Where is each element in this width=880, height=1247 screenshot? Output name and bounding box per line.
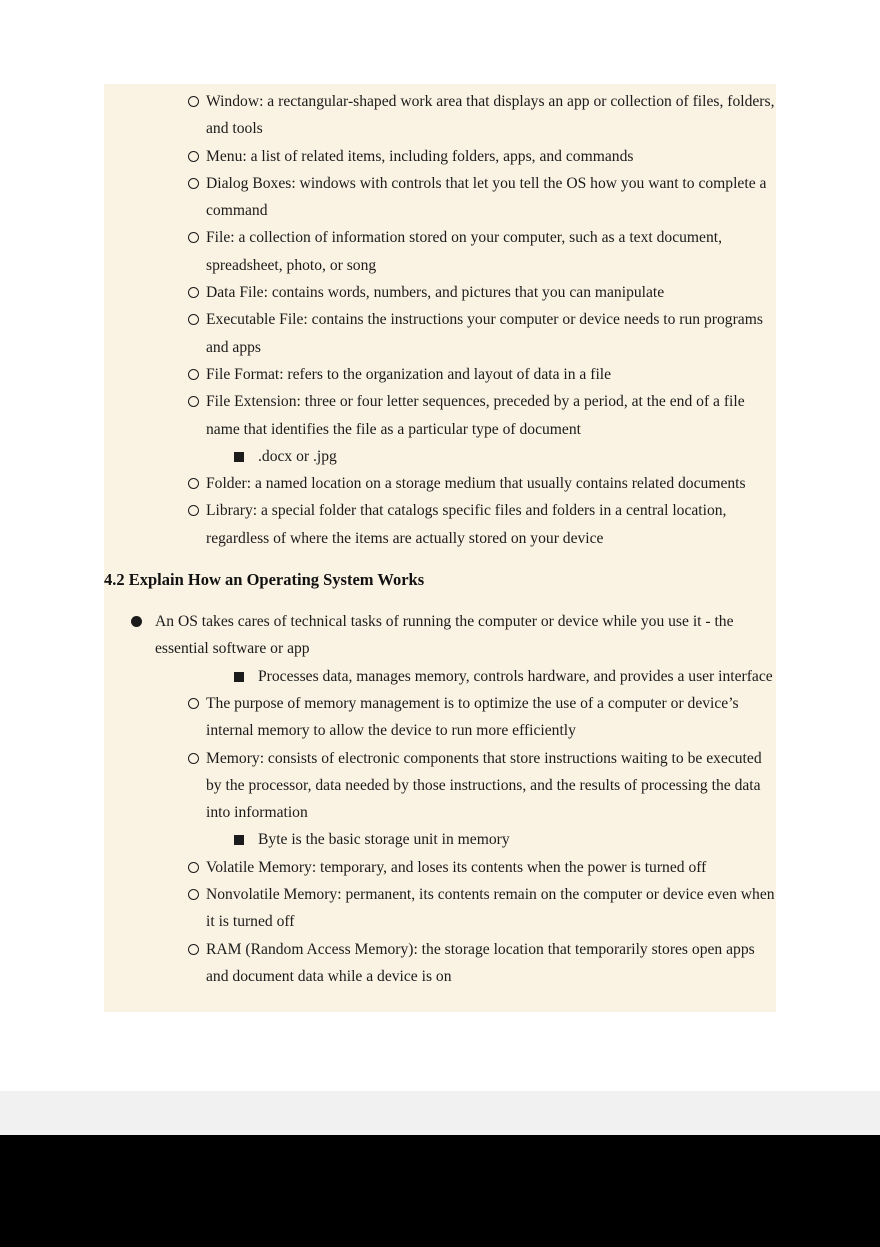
circle-outline-bullet-icon: [188, 478, 199, 489]
list-item: [104, 608, 776, 663]
document-content: [104, 88, 776, 990]
list-item: [104, 826, 776, 853]
circle-outline-bullet-icon: [188, 314, 199, 325]
list-item: [104, 361, 776, 388]
square-filled-bullet-icon: [234, 672, 244, 682]
list-item: [104, 279, 776, 306]
list-item-text: Library: a special folder that catalogs specific files and folders in a central location, regardless of where the items are actually stored on your device: [206, 502, 727, 547]
list-item: [104, 745, 776, 827]
list-item: [104, 663, 776, 690]
bullet-list: [104, 88, 776, 552]
footer-black-bar: [0, 1135, 880, 1247]
circle-outline-bullet-icon: [188, 889, 199, 900]
list-item: [104, 854, 776, 881]
section-heading: 4.2 Explain How an Operating System Works: [104, 570, 425, 590]
list-item-text: Menu: a list of related items, including folders, apps, and commands: [206, 147, 634, 165]
circle-outline-bullet-icon: [188, 287, 199, 298]
list-item: [104, 881, 776, 936]
circle-outline-bullet-icon: [188, 369, 199, 380]
list-item: [104, 388, 776, 443]
list-item-text: .docx or .jpg: [258, 447, 337, 465]
circle-outline-bullet-icon: [188, 862, 199, 873]
circle-outline-bullet-icon: [188, 505, 199, 516]
list-item-text: An OS takes cares of technical tasks of running the computer or device while you use it - the essential software or app: [155, 613, 734, 658]
list-item-text: Processes data, manages memory, controls hardware, and provides a user interface: [258, 667, 773, 685]
bullet-list: [104, 608, 776, 990]
list-item: [104, 443, 776, 470]
circle-outline-bullet-icon: [188, 178, 199, 189]
circle-outline-bullet-icon: [188, 753, 199, 764]
circle-outline-bullet-icon: [188, 151, 199, 162]
circle-outline-bullet-icon: [188, 96, 199, 107]
list-item-text: Memory: consists of electronic components that store instructions waiting to be executed by the processor, data needed by those instructions, and the results of processing the data into information: [206, 749, 762, 822]
list-item: [104, 936, 776, 991]
list-item: [104, 306, 776, 361]
circle-outline-bullet-icon: [188, 396, 199, 407]
list-item-text: The purpose of memory management is to optimize the use of a computer or device’s internal memory to allow the device to run more efficiently: [206, 694, 739, 740]
circle-outline-bullet-icon: [188, 944, 199, 955]
square-filled-bullet-icon: [234, 835, 244, 845]
list-item: [104, 88, 776, 143]
list-item: [104, 143, 776, 170]
list-item-text: File Format: refers to the organization and layout of data in a file: [206, 365, 612, 383]
document-page: [104, 84, 776, 1012]
circle-outline-bullet-icon: [188, 232, 199, 243]
list-item: [104, 470, 776, 497]
list-item: [104, 224, 776, 279]
circle-outline-bullet-icon: [188, 698, 199, 709]
square-filled-bullet-icon: [234, 452, 244, 462]
list-item-text: Volatile Memory: temporary, and loses its contents when the power is turned off: [206, 858, 707, 876]
list-item-text: RAM (Random Access Memory): the storage location that temporarily stores open apps and document data while a device is on: [206, 940, 755, 985]
list-item-text: Window: a rectangular-shaped work area that displays an app or collection of files, folders, and tools: [206, 93, 775, 138]
list-item-text: Data File: contains words, numbers, and pictures that you can manipulate: [206, 284, 665, 302]
list-item: [104, 497, 776, 552]
list-item-text: Dialog Boxes: windows with controls that let you tell the OS how you want to complete a command: [206, 174, 767, 220]
list-item-text: Folder: a named location on a storage medium that usually contains related documents: [206, 475, 746, 493]
list-item: [104, 690, 776, 745]
list-item: [104, 170, 776, 225]
list-item-text: File: a collection of information stored on your computer, such as a text document, spreadsheet, photo, or song: [206, 229, 723, 274]
list-item-text: Executable File: contains the instructions your computer or device needs to run programs and apps: [206, 311, 763, 356]
viewer-background-strip: [0, 1091, 880, 1135]
circle-filled-bullet-icon: [131, 616, 142, 627]
list-item-text: Nonvolatile Memory: permanent, its contents remain on the computer or device even when it is turned off: [206, 886, 775, 931]
list-item-text: Byte is the basic storage unit in memory: [258, 831, 510, 849]
list-item-text: File Extension: three or four letter sequences, preceded by a period, at the end of a file name that identifies the file as a particular type of document: [206, 393, 745, 438]
